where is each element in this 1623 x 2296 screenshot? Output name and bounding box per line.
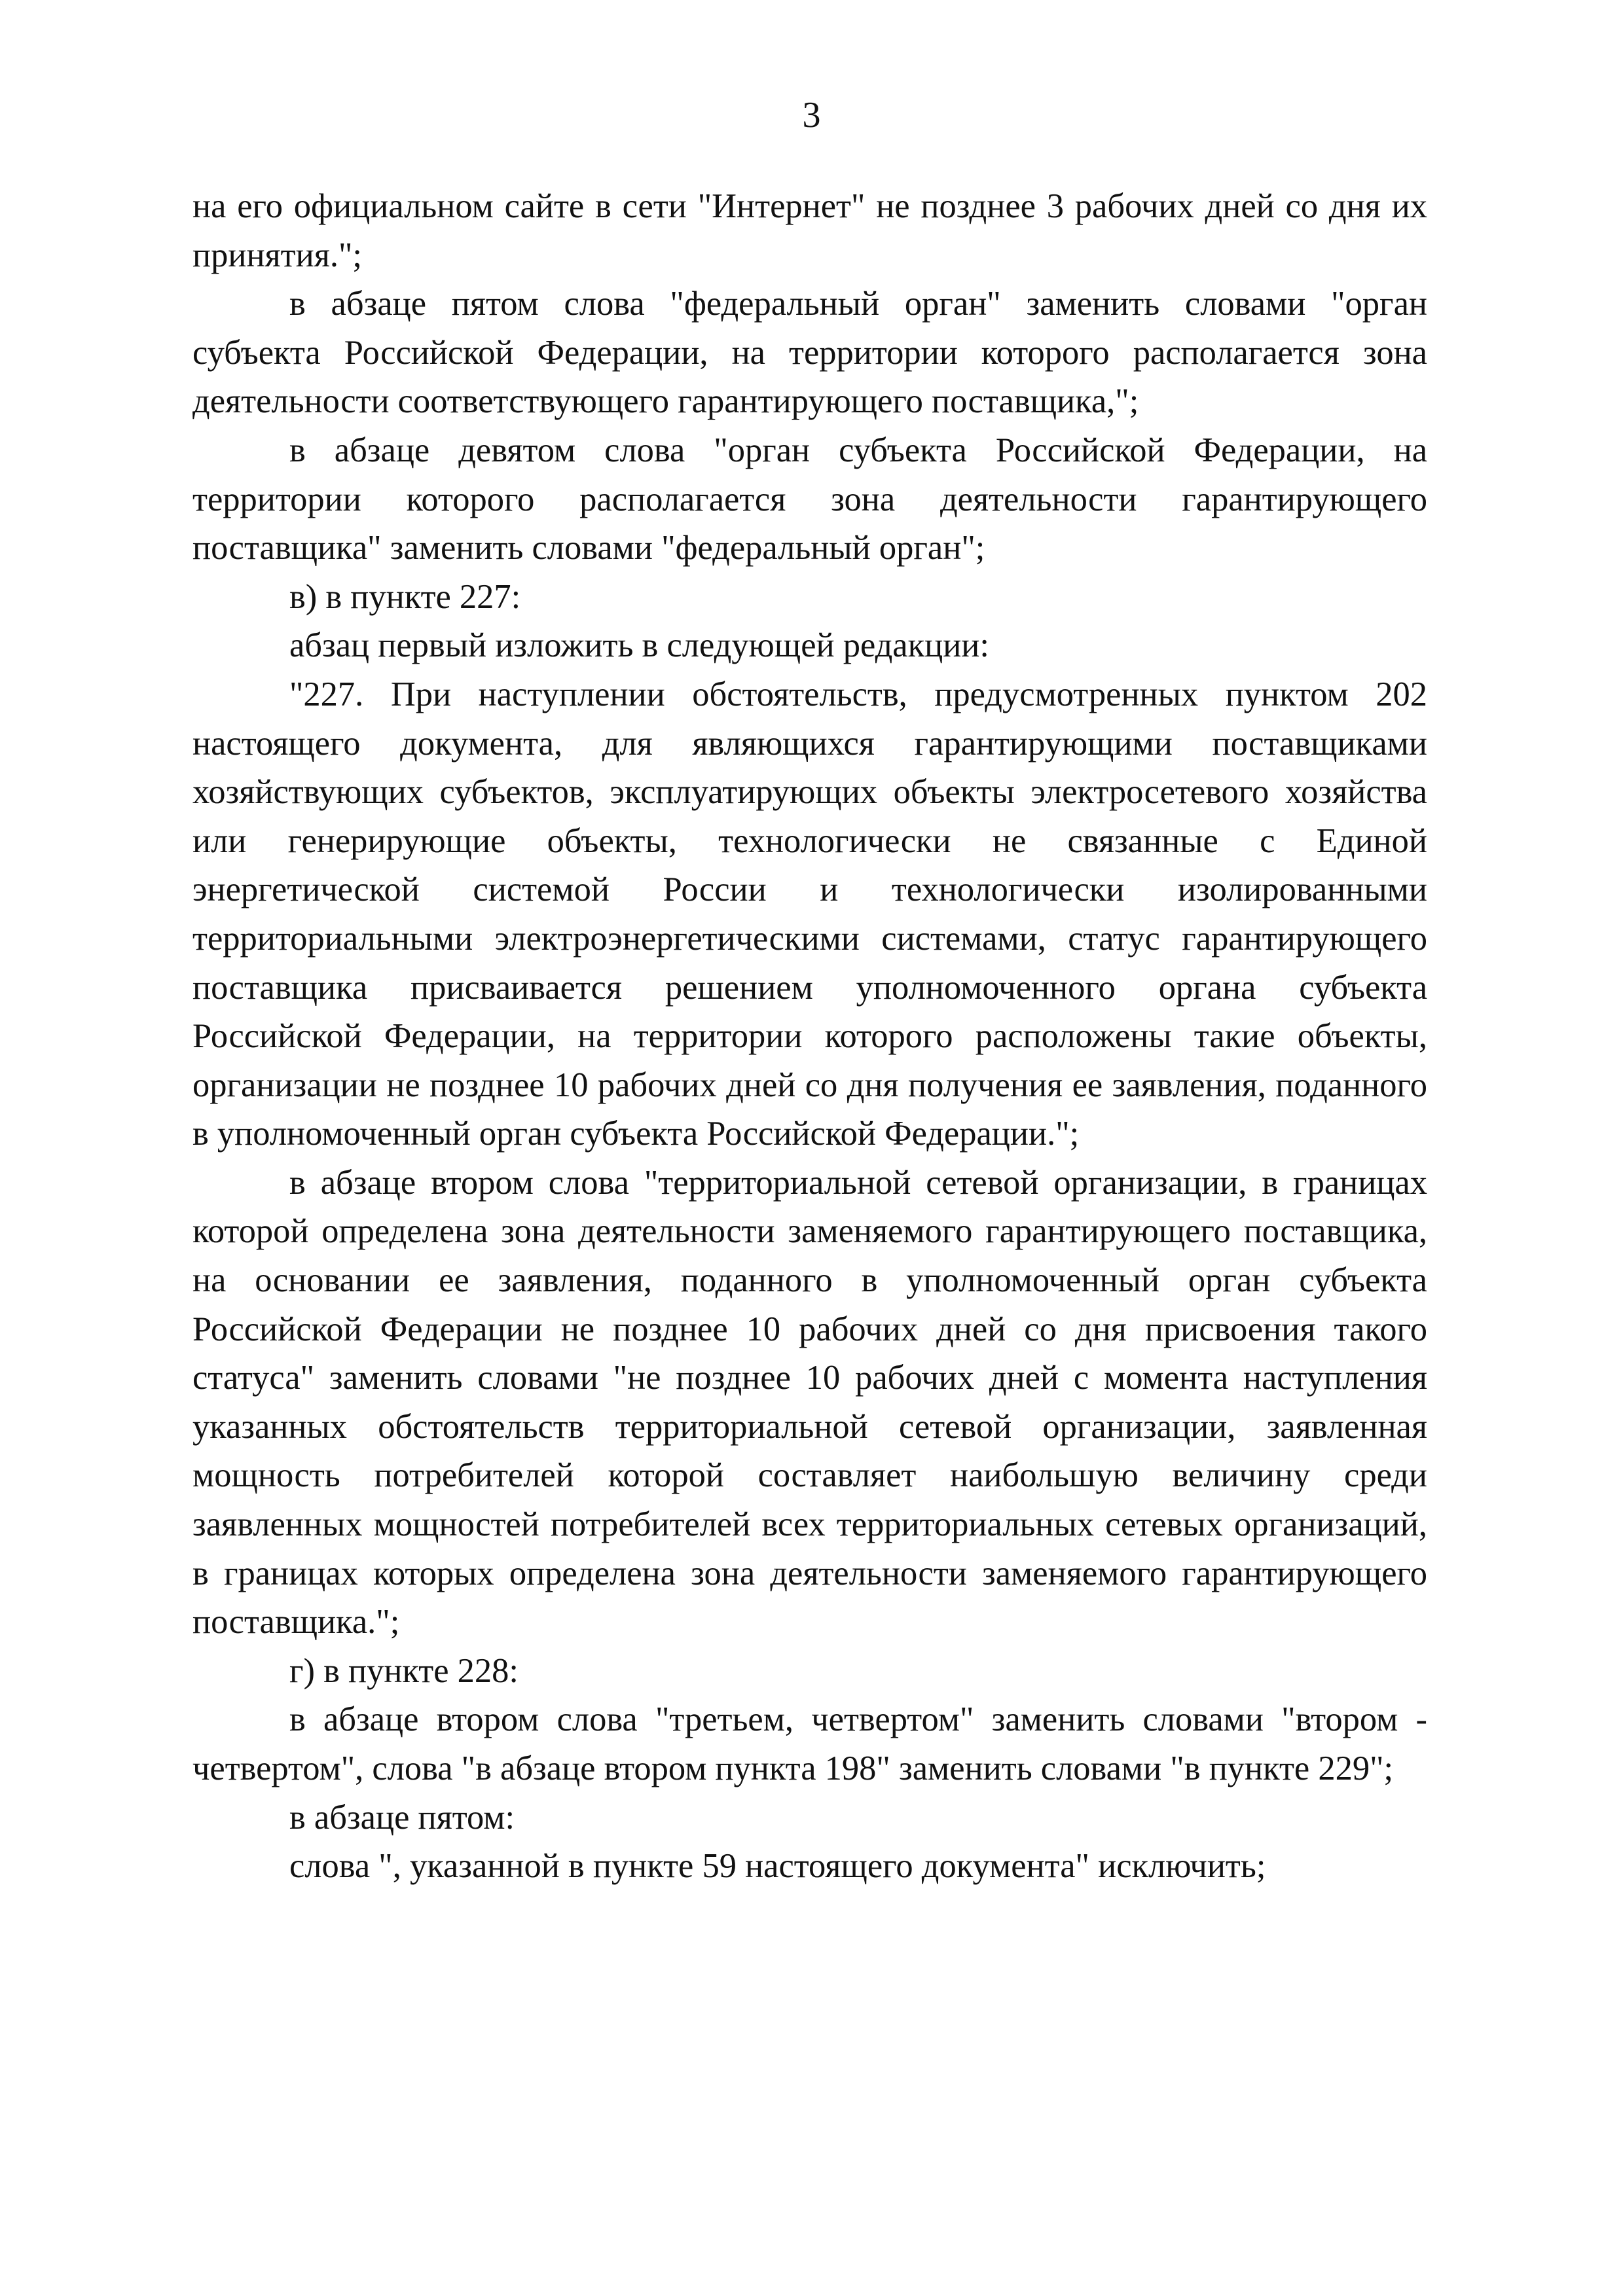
paragraph-new-wording-intro: абзац первый изложить в следующей редакции: (289, 626, 989, 665)
paragraph-exclusion: слова ", указанной в пункте 59 настоящего документа" исключить; (289, 1847, 1266, 1886)
paragraph-clause-227: "227. При наступлении обстоятельств, предусмотренных пунктом 202 настоящего документа, для являющихся гарантирующими поставщиками хозяйствующих субъектов, эксплуатирующих объекты электросетевого хозяйства или генерирующие объекты, технологически не связанные с Единой энергетической системой России и технологически изолированными территориальными электроэнергетическими системами, статус гарантирующего поставщика присваивается решением уполномоченного органа субъекта Российской Федерации, на территории которого расположены такие объекты, организации не позднее 10 рабочих дней со дня получения ее заявления, поданного в уполномоченный орган субъекта Российской Федерации."; (192, 675, 1427, 1153)
paragraph-abzats-pyatyi: в абзаце пятом слова "федеральный орган" заменить словами "орган субъекта Российской Федерации, на территории которого располагается зона деятельности соответствующего гарантирующего поставщика,"; (192, 285, 1427, 421)
paragraph-clause-228-abzats-vtoroi: в абзаце втором слова "третьем, четвертом" заменить словами "втором - четвертом", слова "в абзаце втором пункта 198" заменить словами "в пункте 229"; (192, 1700, 1427, 1787)
paragraph-abzats-vtoroi: в абзаце втором слова "территориальной сетевой организации, в границах которой определена зона деятельности заменяемого гарантирующего поставщика, на основании ее заявления, поданного в уполномоченный орган субъекта Российской Федерации не позднее 10 рабочих дней со дня присвоения такого статуса" заменить словами "не позднее 10 рабочих дней с момента наступления указанных обстоятельств территориальной сетевой организации, заявленная мощность потребителей которой составляет наибольшую величину среди заявленных мощностей потребителей всех территориальных сетевых организаций, в границах которых определена зона деятельности заменяемого гарантирующего поставщика."; (192, 1163, 1427, 1641)
page-number: 3 (802, 95, 821, 135)
paragraph-item-g: г) в пункте 228: (289, 1651, 519, 1690)
paragraph-item-v: в) в пункте 227: (289, 577, 521, 616)
paragraph-abzats-pyatyi-intro: в абзаце пятом: (289, 1798, 515, 1837)
paragraph-abzats-devyatyi: в абзаце девятом слова "орган субъекта Российской Федерации, на территории которого располагается зона деятельности гарантирующего поставщика" заменить словами "федеральный орган"; (192, 431, 1427, 567)
document-body (192, 182, 1427, 1891)
paragraph-continuation: на его официальном сайте в сети "Интернет" не позднее 3 рабочих дней со дня их принятия."; (192, 187, 1427, 274)
